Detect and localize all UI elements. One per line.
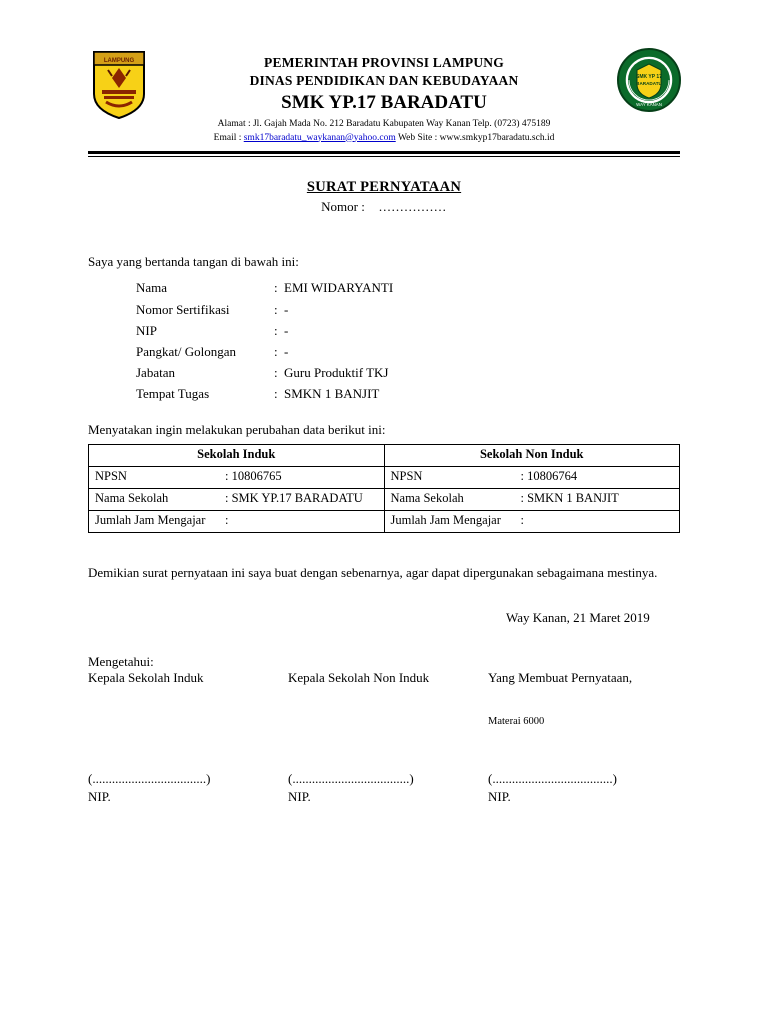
knowing-label: Mengetahui: [88,654,154,670]
field-label-nomor-sertifikasi: Nomor Sertifikasi [136,301,230,317]
cell-value-nama-sekolah-induk: : SMK YP.17 BARADATU [225,491,363,506]
cell-value-jam-mengajar-non-induk: : [520,513,524,528]
table-row [136,320,393,341]
cell-induk-jam-mengajar [89,510,385,532]
field-label-nip: NIP [136,322,157,338]
letterhead [58,40,710,145]
field-label-jabatan: Jabatan [136,364,175,380]
cell-key-nama-sekolah-non-induk: Nama Sekolah [390,491,464,506]
signature-name-left: (...................................) [88,771,211,787]
letterhead-text [150,48,618,145]
field-sep-nama: : [274,280,278,296]
identity-fields-table [136,277,393,403]
table-header-row [89,444,680,466]
field-sep-jabatan: : [274,364,278,380]
cell-key-npsn-non-induk: NPSN [390,469,423,484]
department-line: DINAS PENDIDIKAN DAN KEBUDAYAAN [249,72,519,88]
cell-key-nama-sekolah-induk: Nama Sekolah [95,491,169,506]
school-address: Alamat : Jl. Gajah Mada No. 212 Baradatu Kabupaten Way Kanan Telp. (0723) 475189 [217,118,551,129]
header-rule-thick [88,151,680,154]
cell-value-nama-sekolah-non-induk: : SMKN 1 BANJIT [520,491,619,506]
signature-name-row [88,771,680,787]
materai-note: Materai 6000 [488,716,545,728]
document-number-value: ................ [378,199,447,215]
email-label: Email : [213,132,244,143]
signature-nip-row [88,789,680,805]
government-line: PEMERINTAH PROVINSI LAMPUNG [264,55,504,70]
place-and-date: Way Kanan, 21 Maret 2019 [506,610,650,626]
field-value-pangkat-golongan: - [284,343,289,359]
signature-title-mid: Kepala Sekolah Non Induk [288,670,430,686]
table-row [136,299,393,320]
school-contact [150,132,618,146]
field-value-nip: - [284,322,289,338]
field-label-tempat-tugas: Tempat Tugas [136,385,210,401]
nip-right: NIP. [488,789,511,805]
cell-key-jam-mengajar-non-induk: Jumlah Jam Mengajar [390,513,501,528]
website-text: Web Site : www.smkyp17baradatu.sch.id [395,132,555,143]
field-label-pangkat-golongan: Pangkat/ Golongan [136,343,237,359]
signature-title-left: Kepala Sekolah Induk [88,670,204,686]
signature-title-right-container [488,670,718,727]
table-row [136,277,393,298]
closing-paragraph: Demikian surat pernyataan ini saya buat dengan sebenarnya, agar dapat dipergunakan sebagaimana mestinya. [88,564,658,580]
cell-key-jam-mengajar-induk: Jumlah Jam Mengajar [95,513,206,528]
field-value-tempat-tugas: SMKN 1 BANJIT [284,385,380,401]
nip-mid: NIP. [288,789,311,805]
page-title: SURAT PERNYATAAN [306,179,462,196]
email-link[interactable]: smk17baradatu_waykanan@yahoo.com [243,132,396,143]
field-value-jabatan: Guru Produktif TKJ [284,364,389,380]
field-value-nama: EMI WIDARYANTI [284,280,394,296]
field-value-nomor-sertifikasi: - [284,301,289,317]
svg-text:BARADATU: BARADATU [636,81,662,86]
column-header-sekolah-non-induk: Sekolah Non Induk [384,444,680,466]
nip-left: NIP. [88,789,111,805]
document-number-label: Nomor : [321,199,365,215]
table-row [136,383,393,404]
table-row [89,510,680,532]
field-sep-nomor-sertifikasi: : [274,301,278,317]
header-rule-thin [88,156,680,157]
signature-titles-row [88,670,680,727]
document-number [58,199,710,215]
field-sep-nip: : [274,322,278,338]
column-header-sekolah-induk: Sekolah Induk [89,444,385,466]
cell-key-npsn-induk: NPSN [95,469,127,484]
lampung-provincial-crest-icon [90,48,148,120]
table-row [136,341,393,362]
cell-value-npsn-non-induk: : 10806764 [520,469,578,484]
signature-name-mid: (....................................) [288,771,414,787]
field-label-nama: Nama [136,280,168,296]
school-change-table [88,444,680,533]
table-row [89,488,680,510]
left-crest-container [88,48,150,120]
right-crest-container [618,48,680,112]
school-name: SMK YP.17 BARADATU [281,92,487,114]
svg-text:SMK YP 17: SMK YP 17 [636,74,662,80]
header-divider [88,151,680,157]
cell-non-induk-npsn [384,466,680,488]
table-row [89,466,680,488]
school-logo-icon [617,48,681,112]
intro-text: Saya yang bertanda tangan di bawah ini: [88,254,299,270]
document-title-block [58,179,710,215]
body-block [88,253,680,532]
cell-induk-npsn [89,466,385,488]
cell-value-npsn-induk: : 10806765 [225,469,282,484]
field-sep-pangkat-golongan: : [274,343,278,359]
svg-text:LAMPUNG: LAMPUNG [103,58,135,64]
signature-name-right: (.....................................) [488,771,617,787]
statement-text: Menyatakan ingin melakukan perubahan data berikut ini: [88,421,386,437]
svg-text:WAY KANAN: WAY KANAN [636,102,662,107]
field-sep-tempat-tugas: : [274,385,278,401]
signature-title-right: Yang Membuat Pernyataan, [488,670,633,686]
cell-induk-nama-sekolah [89,488,385,510]
cell-non-induk-nama-sekolah [384,488,680,510]
table-row [136,362,393,383]
cell-value-jam-mengajar-induk: : [225,513,229,528]
cell-non-induk-jam-mengajar [384,510,680,532]
